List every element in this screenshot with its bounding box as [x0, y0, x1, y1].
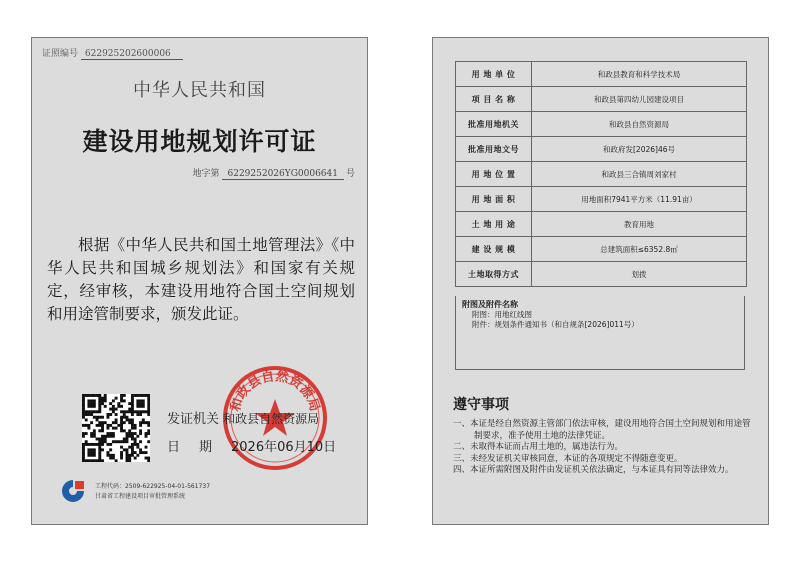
row-label: 用 地 位 置 — [456, 162, 532, 187]
country-name: 中华人民共和国 — [133, 80, 266, 101]
rule-item: 一、本证是经自然资源主管部门依法审核，建设用地符合国土空间规划和用途管制要求，准予使用土地的法律凭证。 — [453, 419, 751, 441]
table-row — [456, 262, 747, 287]
issue-date-row — [167, 436, 336, 455]
land-number-value: 6229252026YG0006641 — [222, 169, 344, 180]
issuer-label: 发证机关 — [167, 412, 220, 427]
row-value: 和政县自然资源局 — [532, 112, 747, 137]
table-row — [456, 162, 747, 187]
row-label: 土 地 用 途 — [456, 212, 532, 237]
qr-code-icon[interactable] — [82, 394, 150, 462]
row-label: 批准用地文号 — [456, 137, 532, 162]
land-number-prefix: 地字第 — [192, 169, 220, 179]
certificate-number-label: 证照编号 — [42, 49, 79, 59]
table-row — [456, 137, 747, 162]
rule-item: 三、未经发证机关审核同意，本证的各项规定不得随意变更。 — [453, 453, 683, 464]
land-number-suffix: 号 — [345, 169, 355, 179]
issuer-row — [167, 408, 319, 427]
certificate-front-page — [31, 37, 368, 525]
row-value: 和政县三合镇周刘家村 — [532, 162, 747, 187]
rule-item: 四、本证所需附图及附件由发证机关依法确定，与本证具有同等法律效力。 — [453, 465, 734, 475]
row-value: 和政府发[2026]46号 — [532, 137, 747, 162]
obey-title: 遵守事项 — [453, 397, 509, 413]
row-value: 用地面积7941平方米（11.91亩） — [532, 187, 747, 212]
table-row — [456, 112, 747, 137]
table-row — [456, 62, 747, 87]
table-row — [456, 212, 747, 237]
row-value: 总建筑面积≤6352.8㎡ — [532, 237, 747, 262]
project-code-text — [95, 482, 210, 502]
row-label: 建 设 规 模 — [456, 237, 532, 262]
certificate-detail-page — [432, 37, 769, 525]
row-value: 划拨 — [532, 262, 747, 287]
table-row — [456, 87, 747, 112]
certificate-number-value: 622925202600006 — [81, 49, 183, 60]
certificate-title: 建设用地规划许可证 — [82, 127, 317, 156]
row-label: 项 目 名 称 — [456, 87, 532, 112]
attachment-item: 附件：规划条件通知书（和自规条[2026]011号） — [472, 320, 639, 329]
issuer-value: 和政县自然资源局 — [223, 412, 320, 426]
table-row — [456, 237, 747, 262]
certificate-body-text: 根据《中华人民共和国土地管理法》《中华人民共和国城乡规划法》和国家有关规定，经审核，本建设用地符合国土空间规划和用途管制要求，颁发此证。 — [47, 236, 355, 323]
rule-item: 二、未取得本证而占用土地的，属违法行为。 — [453, 442, 624, 452]
system-name-line: 甘肃省工程建设项目审批管理系统 — [95, 493, 186, 500]
row-label: 用 地 单 位 — [456, 62, 532, 87]
row-label: 批准用地机关 — [456, 112, 532, 137]
rules-list — [453, 419, 752, 477]
row-label: 土地取得方式 — [456, 262, 532, 287]
attachment-item: 附图：用地红线图 — [472, 310, 532, 319]
row-value: 教育用地 — [532, 212, 747, 237]
approval-system-logo-icon — [60, 478, 86, 504]
row-value: 和政县第四幼儿园建设项目 — [532, 87, 747, 112]
date-value: 2026年06月10日 — [231, 440, 337, 455]
attachments-box — [455, 296, 745, 370]
row-label: 用 地 面 积 — [456, 187, 532, 212]
project-code-line: 工程代码：2509-622925-04-01-561737 — [95, 483, 211, 490]
table-row — [456, 187, 747, 212]
stamp-text: 和政县自然资源局 — [228, 369, 322, 414]
certificate-number — [42, 46, 183, 60]
land-number — [192, 166, 355, 180]
row-value: 和政县教育和科学技术局 — [532, 62, 747, 87]
date-label: 日期 — [167, 440, 232, 455]
attachments-title: 附图及附件名称 — [462, 300, 518, 309]
land-info-table — [455, 61, 747, 287]
